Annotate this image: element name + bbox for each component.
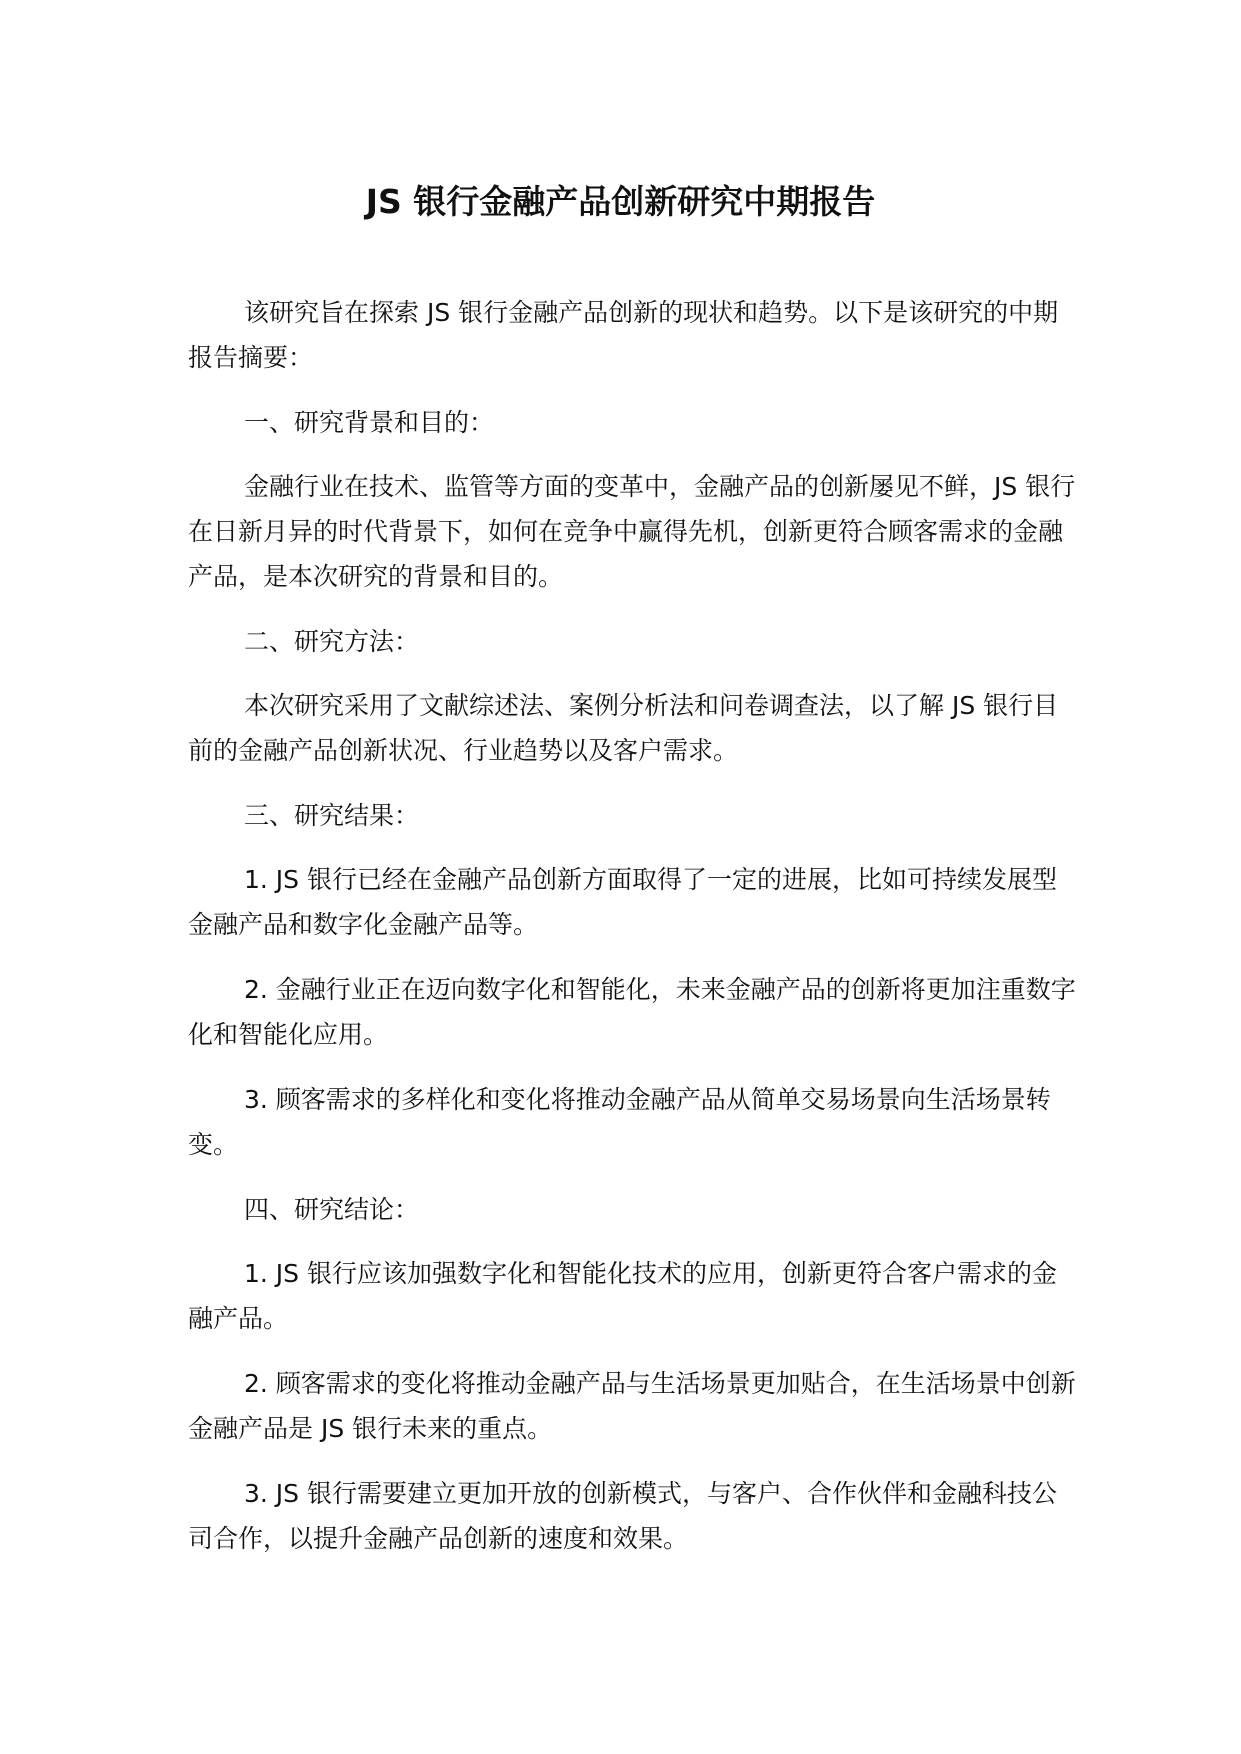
background-paragraph: 金融行业在技术、监管等方面的变革中，金融产品的创新屡见不鲜，JS 银行在日新月异的时代背景下，如何在竞争中赢得先机，创新更符合顾客需求的金融产品，是本次研究的背景和目的。 <box>188 472 1076 591</box>
section-heading-results: 三、研究结果： <box>244 801 420 830</box>
section-heading-conclusion: 四、研究结论： <box>244 1195 420 1224</box>
conclusion-item-1: 1. JS 银行应该加强数字化和智能化技术的应用，创新更符合客户需求的金融产品。 <box>188 1259 1057 1333</box>
conclusion-item-3: 3. JS 银行需要建立更加开放的创新模式，与客户、合作伙伴和金融科技公司合作，以提升金融产品创新的速度和效果。 <box>188 1479 1057 1553</box>
result-item-2: 2. 金融行业正在迈向数字化和智能化，未来金融产品的创新将更加注重数字化和智能化应用。 <box>188 975 1076 1049</box>
section-heading-method: 二、研究方法： <box>244 627 420 656</box>
section-heading-background: 一、研究背景和目的： <box>244 408 495 437</box>
intro-paragraph: 该研究旨在探索 JS 银行金融产品创新的现状和趋势。以下是该研究的中期报告摘要： <box>188 298 1059 372</box>
document-body <box>188 290 1080 1581</box>
result-item-3: 3. 顾客需求的多样化和变化将推动金融产品从简单交易场景向生活场景转变。 <box>188 1085 1051 1159</box>
conclusion-item-2: 2. 顾客需求的变化将推动金融产品与生活场景更加贴合，在生活场景中创新金融产品是 JS 银行未来的重点。 <box>188 1369 1076 1443</box>
method-paragraph: 本次研究采用了文献综述法、案例分析法和问卷调查法，以了解 JS 银行目前的金融产品创新状况、行业趋势以及客户需求。 <box>188 691 1059 765</box>
result-item-1: 1. JS 银行已经在金融产品创新方面取得了一定的进展，比如可持续发展型金融产品和数字化金融产品等。 <box>188 865 1057 939</box>
document-title: JS 银行金融产品创新研究中期报告 <box>365 182 876 221</box>
